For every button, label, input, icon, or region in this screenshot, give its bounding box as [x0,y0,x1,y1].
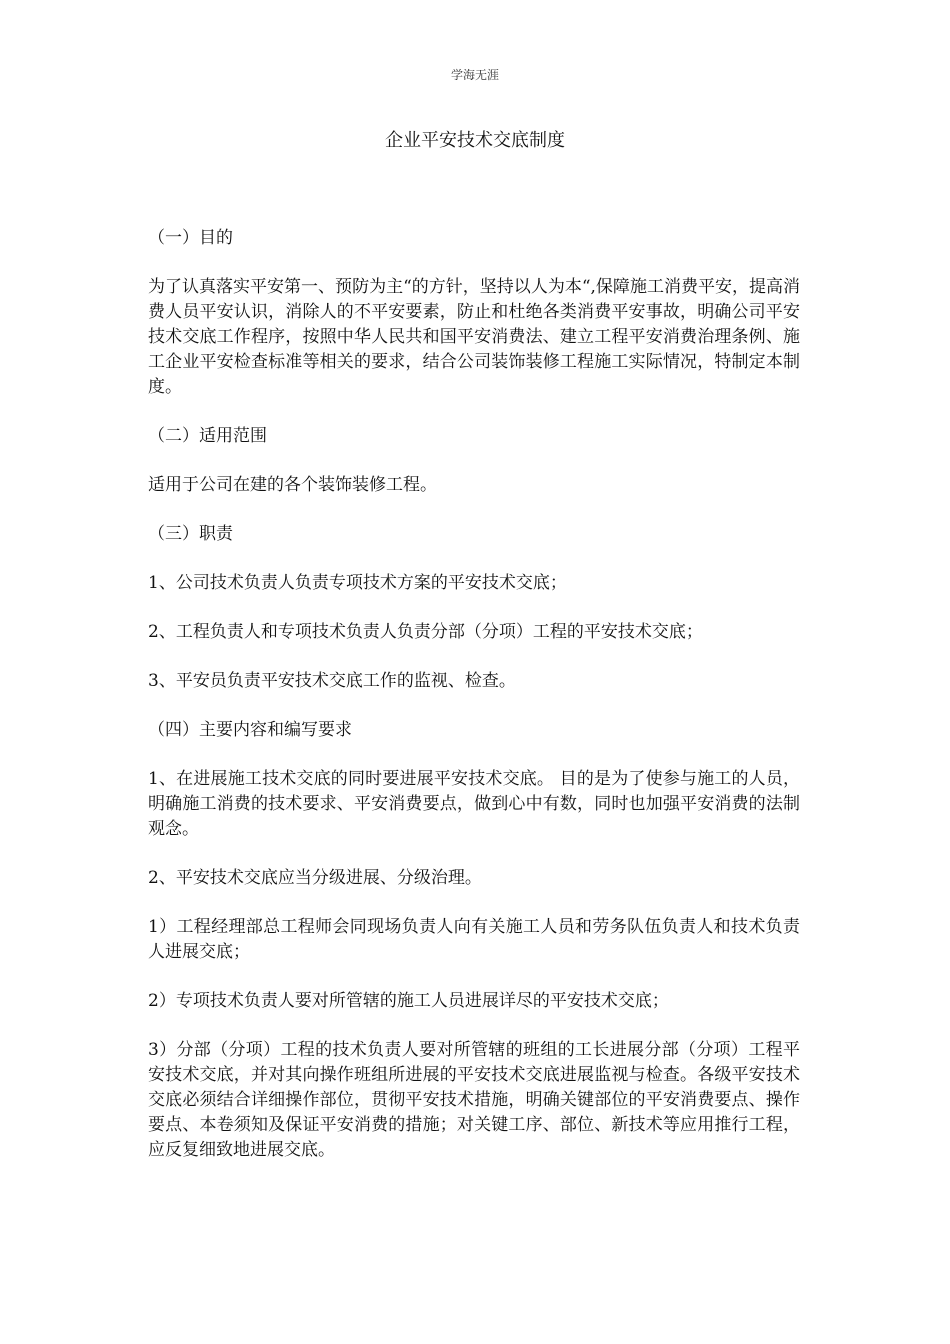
paragraph-duty-2: 2、工程负责人和专项技术负责人负责分部（分项）工程的平安技术交底； [148,622,703,642]
paragraph-duty-3: 3、平安员负责平安技术交底工作的监视、检查。 [148,671,516,691]
paragraph-requirement-1: 1、在进展施工技术交底的同时要进展平安技术交底。 目的是为了使参与施工的人员，明确施工消费的技术要求、平安消费要点，做到心中有数，同时也加强平安消费的法制观念。 [148,769,800,839]
paragraph-requirement-2-3: 3）分部（分项）工程的技术负责人要对所管辖的班组的工长进展分部（分项）工程平安技术交底，并对其向操作班组所进展的平安技术交底进展监视与检查。各级平安技术交底必须结合详细操作部位，贯彻平安技术措施，明确关键部位的平安消费要点、操作要点、本卷须知及保证平安消费的措施；对关键工序、部位、新技术等应用推行工程，应反复细致地进展交底。 [148,1040,800,1160]
section-heading-scope: （二）适用范围 [148,426,267,446]
paragraph-purpose: 为了认真落实平安第一、预防为主“的方针，坚持以人为本“,保障施工消费平安，提高消费人员平安认识，消除人的不平安要素，防止和杜绝各类消费平安事故，明确公司平安技术交底工作程序，按照中华人民共和国平安消费法、建立工程平安消费治理条例、施工企业平安检查标准等相关的要求，结合公司装饰装修工程施工实际情况，特制定本制度。 [148,277,800,397]
paragraph-requirement-2-2: 2）专项技术负责人要对所管辖的施工人员进展详尽的平安技术交底； [148,991,669,1011]
document-body [148,226,800,1187]
document-title: 企业平安技术交底制度 [385,130,565,151]
section-heading-purpose: （一）目的 [148,228,233,248]
section-heading-requirements: （四）主要内容和编写要求 [148,720,352,740]
paragraph-requirement-2-1: 1）工程经理部总工程师会同现场负责人向有关施工人员和劳务队伍负责人和技术负责人进展交底； [148,917,800,962]
paragraph-duty-1: 1、公司技术负责人负责专项技术方案的平安技术交底； [148,573,567,593]
paragraph-requirement-2: 2、平安技术交底应当分级进展、分级治理。 [148,868,482,888]
page-header: 学海无涯 [450,68,499,82]
paragraph-scope: 适用于公司在建的各个装饰装修工程。 [148,475,437,495]
section-heading-duties: （三）职责 [148,524,233,544]
